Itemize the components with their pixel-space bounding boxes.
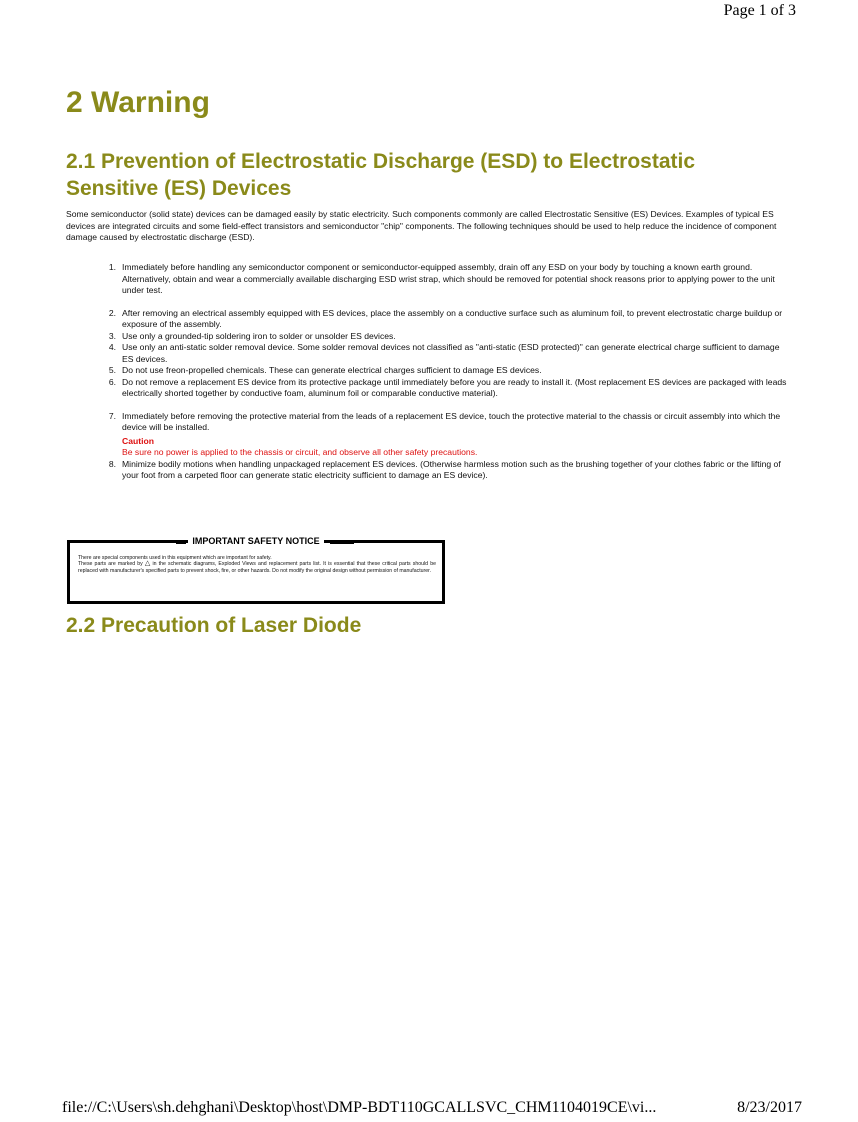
list-item-text: After removing an electrical assembly equipped with ES devices, place the assembly on a conductive surface such as aluminum foil, to prevent electrostatic charge buildup or exposure of the assembly. <box>122 307 783 329</box>
list-item <box>108 410 790 459</box>
list-item <box>108 307 790 331</box>
notice-line-2b: in the schematic diagrams, Exploded Views and replacement parts list. It is essential that these critical parts should be replaced with manufacturer's specified parts to prevent shock, fire, or other hazards. Do not modify the original design without permission of manufacturer. <box>78 561 436 574</box>
list-item-number: 2. <box>108 307 116 318</box>
subsection-title-esd: 2.1 Prevention of Electrostatic Discharge (ESD) to Electrostatic Sensitive (ES) Devices <box>66 150 696 200</box>
list-item-text: Minimize bodily motions when handling unpackaged replacement ES devices. (Otherwise harmless motion such as the brushing together of your clothes fabric or the lifting of your foot from a carpeted floor can generate static electricity sufficient to damage an ES device). <box>122 458 781 480</box>
esd-steps-list <box>108 262 790 482</box>
list-item <box>108 458 790 482</box>
list-item-number: 5. <box>108 365 116 375</box>
section-title: 2 Warning <box>66 86 210 119</box>
print-date: 8/23/2017 <box>737 1099 802 1116</box>
list-item <box>108 342 790 365</box>
list-item-text: Use only an anti-static solder removal device. Some solder removal devices not classified as "anti-static (ESD protected)" can generate electrical charge sufficient to damage ES devices. <box>122 342 780 364</box>
list-item-number: 1. <box>108 262 116 272</box>
safety-notice-box <box>67 536 445 604</box>
list-item-number: 3. <box>108 330 116 341</box>
list-item-text: Do not use freon-propelled chemicals. These can generate electrical charges sufficient to damage ES devices. <box>122 365 542 375</box>
safety-notice-title: IMPORTANT SAFETY NOTICE <box>188 536 323 546</box>
list-item <box>108 376 790 400</box>
list-item-number: 7. <box>108 410 116 421</box>
list-item-number: 8. <box>108 458 116 469</box>
list-item-text: Use only a grounded-tip soldering iron to solder or unsolder ES devices. <box>122 330 396 341</box>
notice-bar-left <box>176 540 186 544</box>
safety-notice-body <box>78 555 436 574</box>
subsection-title-laser: 2.2 Precaution of Laser Diode <box>66 614 362 637</box>
caution-title: Caution <box>122 435 154 446</box>
list-item-text: Do not remove a replacement ES device from its protective package until immediately before you are ready to install it. (Most replacement ES devices are packaged with leads electrically shorted together by conductive foam, aluminum foil or comparable conductive material). <box>122 376 787 398</box>
notice-line-1: There are special components used in this equipment which are important for safety. <box>78 555 272 561</box>
list-item-number: 4. <box>108 342 116 352</box>
warning-triangle-icon: △ <box>144 560 151 568</box>
intro-paragraph: Some semiconductor (solid state) devices can be damaged easily by static electricity. Such components commonly are called Electrostatic Sensitive (ES) Devices. Examples of typical ES devices are integrated circuits and some field-effect transistors and semiconductor "chip" components. The following techniques should be used to help reduce the incidence of component damage caused by electrostatic discharge (ESD). <box>66 209 777 242</box>
file-path: file://C:\Users\sh.dehghani\Desktop\host\DMP-BDT110GCALLSVC_CHM1104019CE\vi... <box>62 1099 657 1116</box>
list-item <box>108 330 790 343</box>
caution-text: Be sure no power is applied to the chassis or circuit, and observe all other safety precautions. <box>122 447 478 457</box>
footer <box>62 1099 802 1122</box>
list-item <box>108 262 790 297</box>
safety-notice-header <box>70 536 442 547</box>
page-number: Page 1 of 3 <box>723 2 796 19</box>
notice-line-2a: These parts are marked by <box>78 561 143 568</box>
list-item-text: Immediately before removing the protective material from the leads of a replacement ES device, touch the protective material to the chassis or circuit assembly into which the device will be installed. <box>122 410 781 432</box>
notice-bar-right <box>330 540 354 544</box>
list-item-text: Immediately before handling any semiconductor component or semiconductor-equipped assembly, drain off any ESD on your body by touching a known earth ground. Alternatively, obtain and wear a commercially available discharging ESD wrist strap, which should be removed for potential shock reasons prior to applying power to the unit under test. <box>122 262 775 295</box>
list-item-number: 6. <box>108 376 116 387</box>
list-item <box>108 365 790 377</box>
